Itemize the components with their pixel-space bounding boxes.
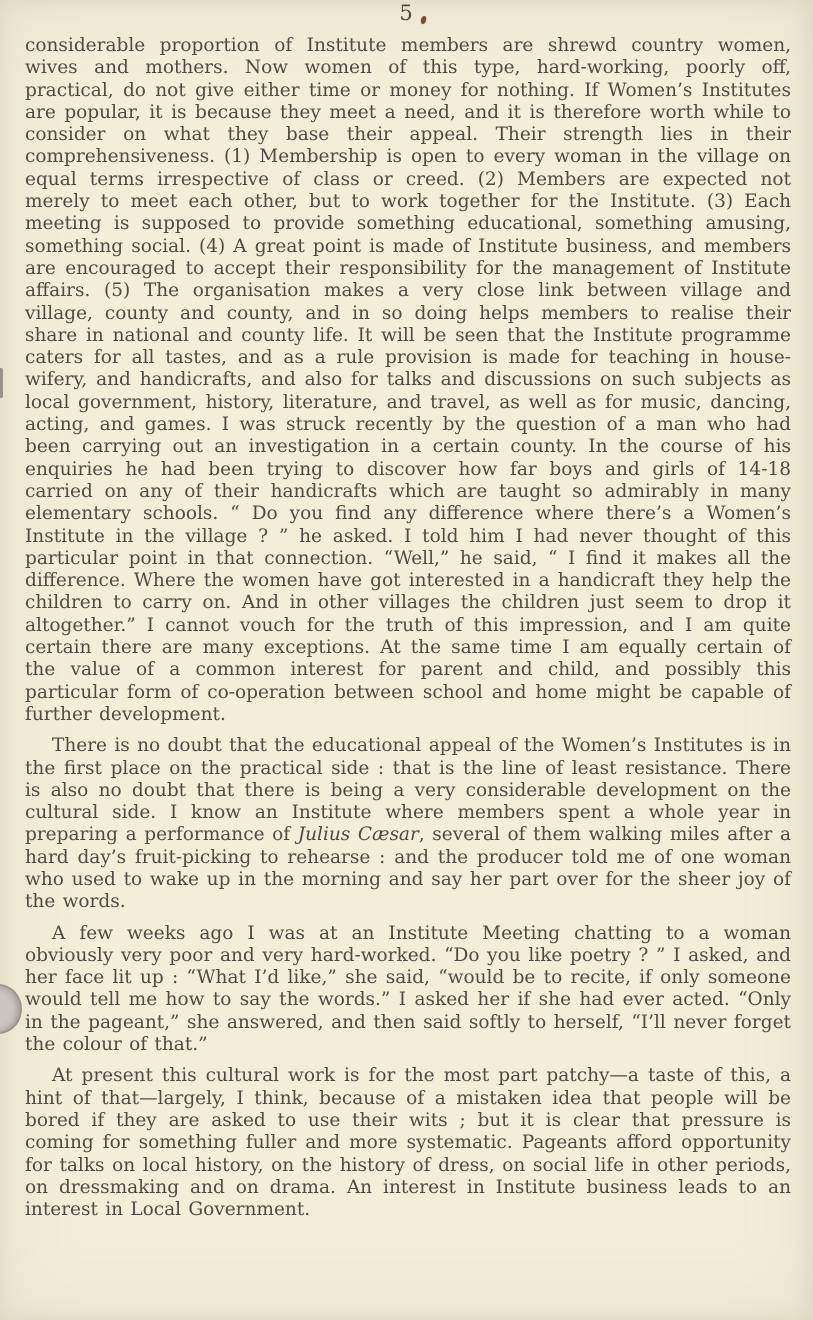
page-text <box>25 35 791 1221</box>
scan-edge-mark <box>0 368 3 398</box>
paragraph-institutes-appeal: considerable proportion of Institute members are shrewd country women, wives and mothers. Now women of this type, hard-working, poorly off, practical, do not give either time or money for nothing. If Women’s Institutes are popular, it is because they meet a need, and it is therefore worth while to consider on what they base their appeal. Their strength lies in their comprehensiveness. (1) Membership is open to every woman in the village on equal terms irrespective of class or creed. (2) Members are expected not merely to meet each other, but to work together for the Institute. (3) Each meeting is supposed to provide something educational, something amusing, something social. (4) A great point is made of Institute business, and members are encouraged to accept their responsibility for the management of Institute affairs. (5) The organisation makes a very close link between village and village, county and county, and in so doing helps members to realise their share in national and county life. It will be seen that the Institute programme caters for all tastes, and as a rule provision is made for teaching in house-wifery, and handicrafts, and also for talks and discussions on such subjects as local government, history, literature, and travel, as well as for music, dancing, acting, and games. I was struck recently by the question of a man who had been carrying out an investigation in a certain county. In the course of his enquiries he had been trying to discover how far boys and girls of 14-18 carried on any of their handicrafts which are taught so admirably in many elementary schools. “ Do you find any difference where there’s a Women’s Institute in the village ? ” he asked. I told him I had never thought of this particular point in that connection. “Well,” he said, “ I find it makes all the difference. Where the women have got interested in a handicraft they help the children to carry on. And in other villages the children just seem to drop it altogether.” I cannot vouch for the truth of this impression, and I am quite certain there are many exceptions. At the same time I am equally certain of the value of a common interest for parent and child, and possibly this particular form of co-operation between school and home might be capable of further development. <box>25 35 791 725</box>
paragraph-educational-appeal <box>25 735 791 913</box>
paragraph-institute-meeting: A few weeks ago I was at an Institute Meeting chatting to a woman obviously very poor and very hard-worked. “Do you like poetry ? ” I asked, and her face lit up : “What I’d like,” she said, “would be to recite, if only someone would tell me how to say the words.” I asked her if she had ever acted. “Only in the pageant,” she answered, and then said softly to herself, “I’ll never forget the colour of that.” <box>25 922 791 1056</box>
page-number: 5 <box>399 1 414 25</box>
book-title-julius-caesar: Julius Cæsar <box>297 824 419 846</box>
paragraph-text-before-title: There is no doubt that the educational appeal of the Women’s Institutes is in the first place on the practical side : that is the line of least resistance. There is also no doubt that there is being a very considerable development on the cultural side. I know an Institute where members spent a whole year in preparing a performance of <box>25 735 791 846</box>
scan-hole-artifact <box>0 984 22 1034</box>
paragraph-cultural-work: At present this cultural work is for the most part patchy—a taste of this, a hint of that—largely, I think, because of a mistaken idea that people will be bored if they are asked to use their wits ; but it is clear that pressure is coming for something fuller and more systematic. Pageants afford opportunity for talks on local history, on the history of dress, on social life in other periods, on dressmaking and on drama. An interest in Institute business leads to an interest in Local Government. <box>25 1065 791 1221</box>
paragraph-text-after-title: , several of them walking miles after a hard day’s fruit-picking to rehearse : and the producer told me of one woman who used to wake up in the morning and say her part over for the sheer joy of the words. <box>25 824 791 913</box>
